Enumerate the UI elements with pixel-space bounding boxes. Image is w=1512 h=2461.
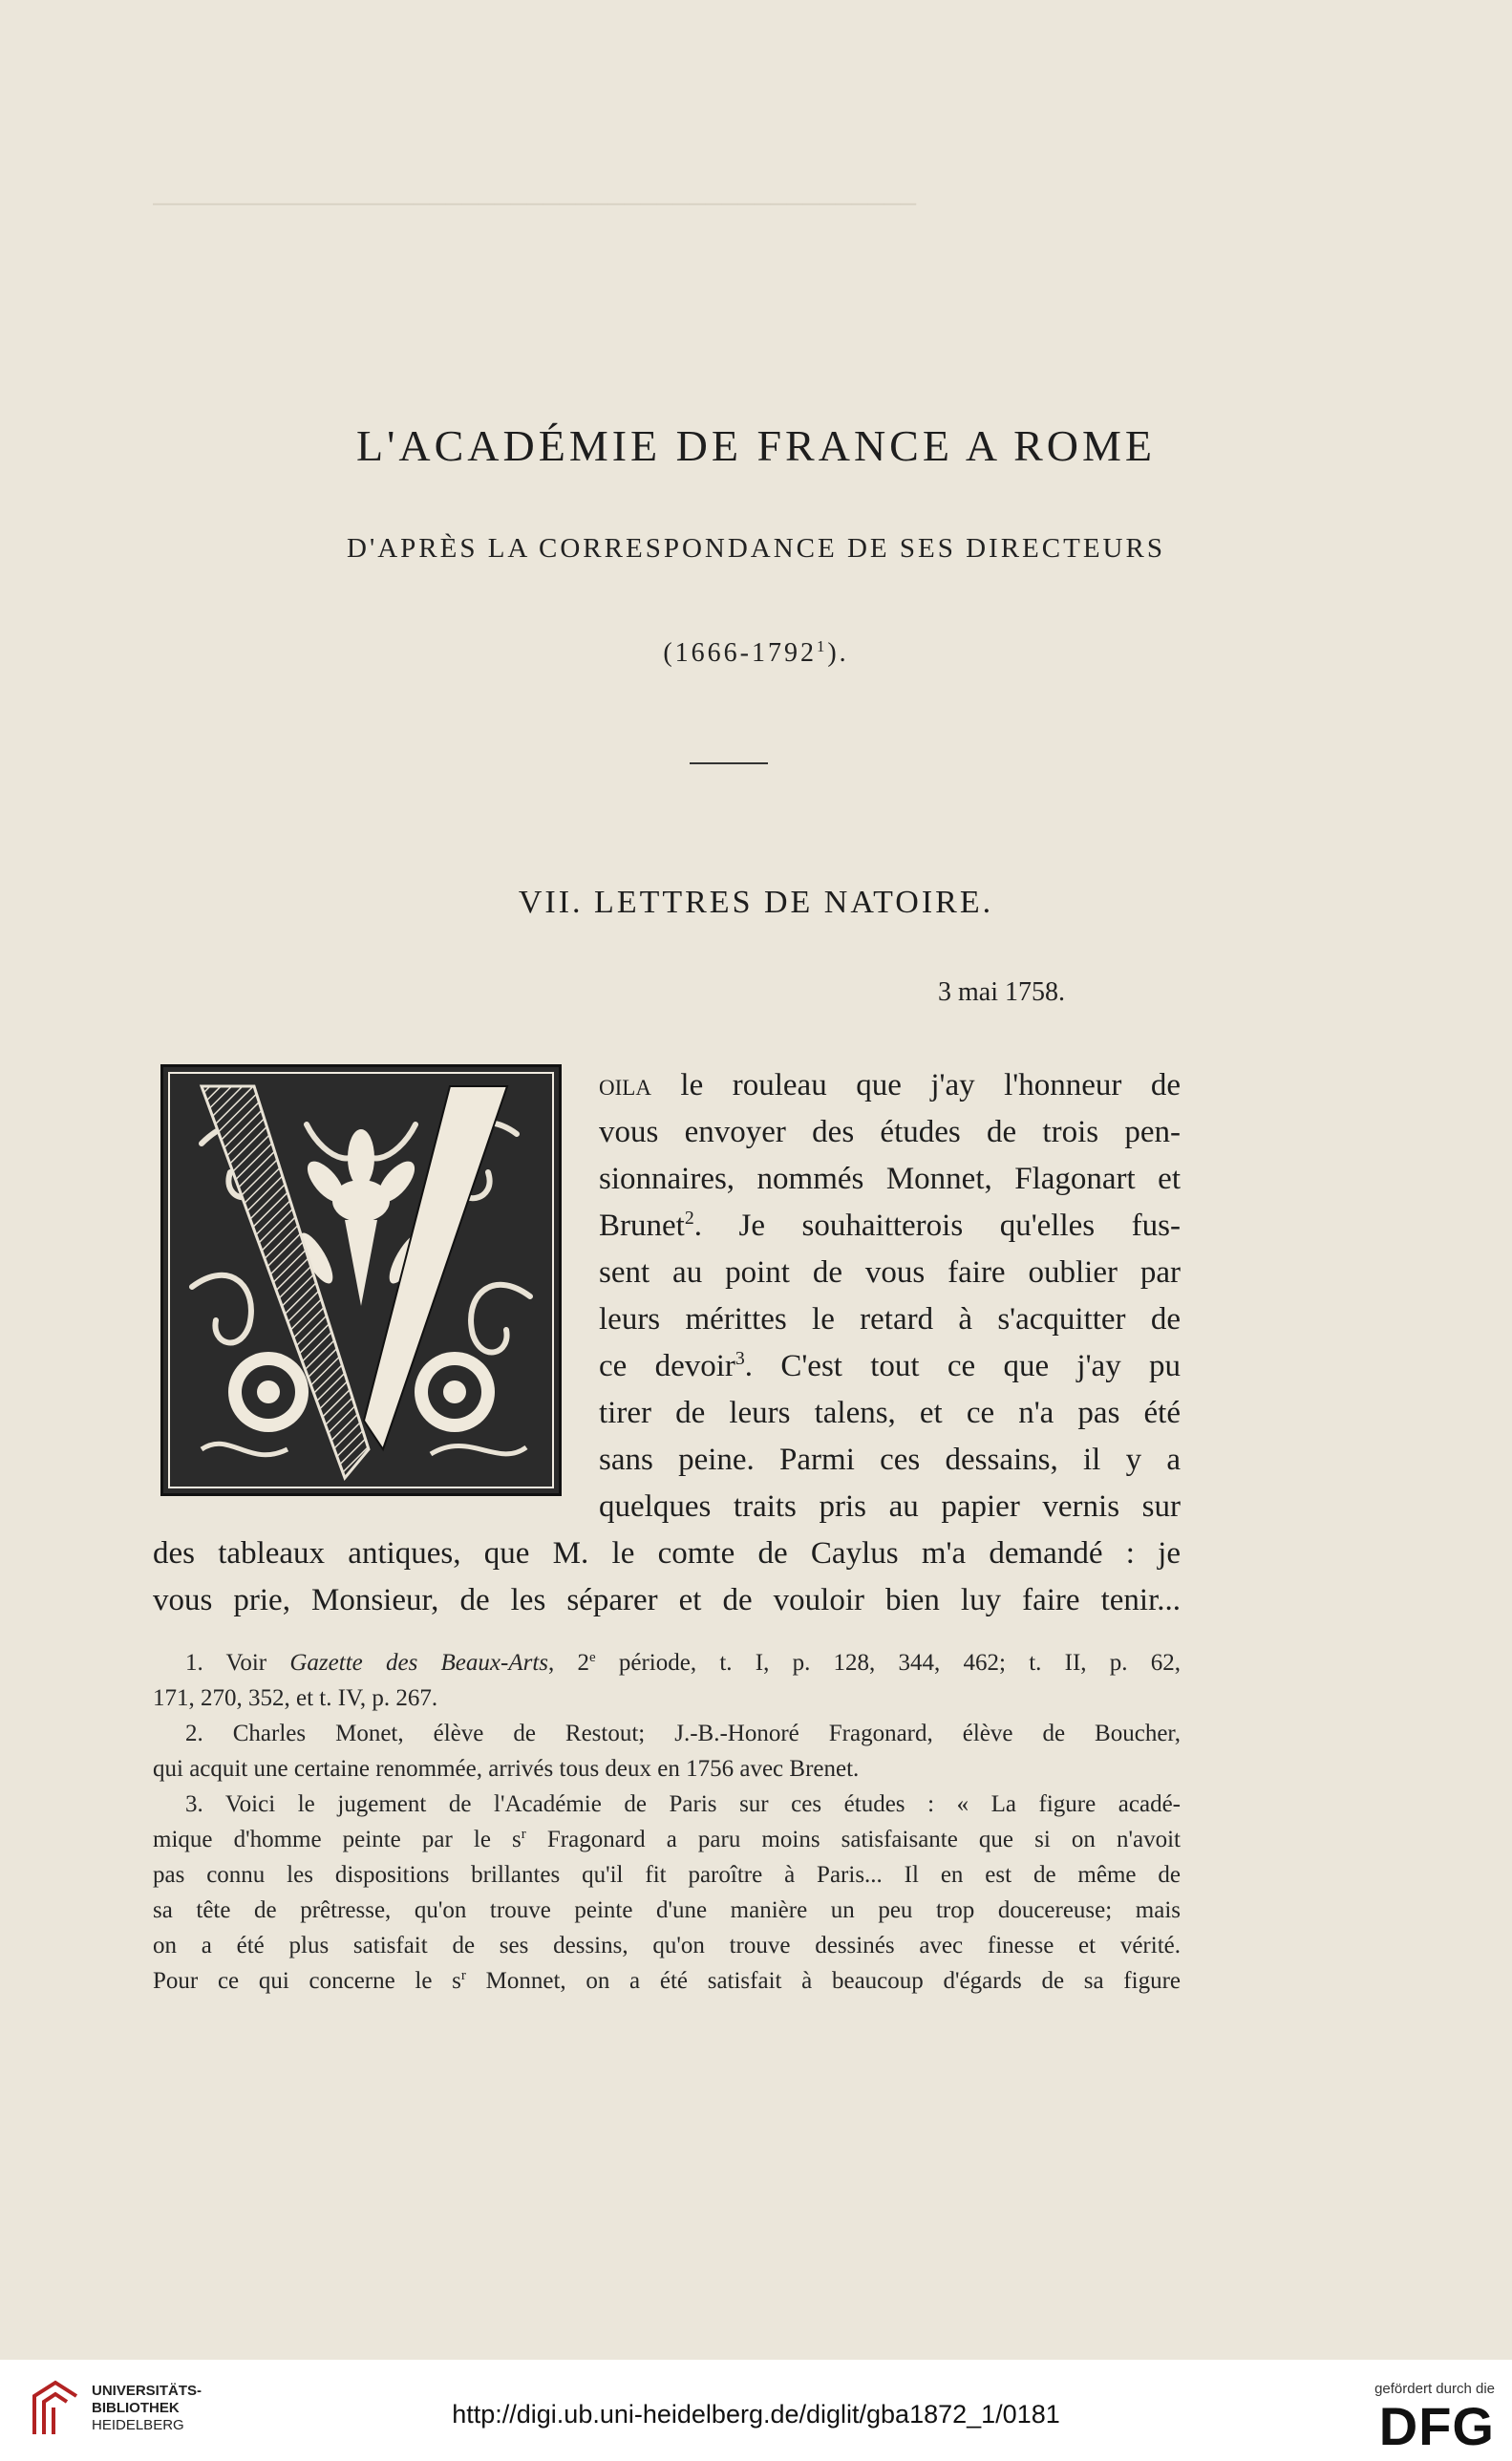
footnote-ref-1: 1 <box>816 636 828 655</box>
footnotes <box>153 1645 1181 1999</box>
body-line: vous prie, Monsieur, de les séparer et de vouloir bien luy faire tenir... <box>153 1583 1181 1617</box>
footnote-3-cont: sa tête de prêtresse, qu'on trouve peinte d'une manière un peu trop doucereuse; mais <box>153 1897 1181 1923</box>
show-through-text: ─────────────────────────────────────────────── <box>153 192 917 217</box>
footnote-2: 2. Charles Monet, élève de Restout; J.-B.-Honoré Fragonard, élève de Boucher, <box>185 1721 1181 1746</box>
body-line: sent au point de vous faire oublier par <box>599 1255 1181 1290</box>
footnote-ref-2: 2 <box>684 1208 694 1230</box>
permalink-url[interactable]: http://digi.ub.uni-heidelberg.de/diglit/gba1872_1/0181 <box>452 2400 1060 2429</box>
body-line: sans peine. Parmi ces dessains, il y a <box>599 1443 1181 1477</box>
funding-caption: gefördert durch die <box>1374 2381 1495 2397</box>
title-rule <box>690 762 768 764</box>
date-range: (1666-1792$^1$). <box>663 636 849 668</box>
body-line: ce devoir$^3$. C'est tout ce que j'ay pu <box>599 1348 1181 1383</box>
article-title: L'ACADÉMIE DE FRANCE A ROME <box>356 421 1156 470</box>
body-line: des tableaux antiques, que M. le comte de Caylus m'a demandé : je <box>153 1536 1181 1571</box>
footnote-3-cont: pas connu les dispositions brillantes qu'il fit paroître à Paris... Il en est de même de <box>153 1862 1181 1888</box>
body-line: sionnaires, nommés Monnet, Flagonart et <box>599 1162 1181 1196</box>
footnote-3: 3. Voici le jugement de l'Académie de Paris sur ces études : « La figure acadé- <box>185 1791 1181 1817</box>
footnote-3-cont: on a été plus satisfait de ses dessins, qu'on trouve dessinés avec finesse et vérité. <box>153 1933 1181 1958</box>
section-heading: VII. LETTRES DE NATOIRE. <box>518 885 994 920</box>
body-line: oila le rouleau que j'ay l'honneur de <box>599 1068 1181 1102</box>
dfg-logo: DFG <box>1378 2396 1495 2456</box>
body-line: Brunet$^2$. Je souhaitterois qu'elles fus- <box>599 1208 1181 1243</box>
library-name: UNIVERSITÄTS- BIBLIOTHEK HEIDELBERG <box>92 2383 202 2433</box>
footnote-3-cont: Pour ce qui concerne le $s^r$ Monnet, on a été satisfait à beaucoup d'égards de sa figure <box>153 1968 1181 1994</box>
footnote-1-cont: 171, 270, 352, et t. IV, p. 267. <box>153 1685 438 1711</box>
footnote-2-cont: qui acquit une certaine renommée, arrivés tous deux en 1756 avec Brenet. <box>153 1756 860 1782</box>
article-subtitle: D'APRÈS LA CORRESPONDANCE DE SES DIRECTEURS <box>347 533 1165 564</box>
footnote-3-cont: mique d'homme peinte par le $s^r$ Fragonard a paru moins satisfaisante que si on n'avoit <box>153 1827 1181 1852</box>
letter-date: 3 mai 1758. <box>938 977 1065 1007</box>
body-line: tirer de leurs talens, et ce n'a pas été <box>599 1396 1181 1430</box>
body-line: vous envoyer des études de trois pen- <box>599 1115 1181 1149</box>
footnote-1: 1. Voir Gazette des Beaux-Arts, 2e période, t. I, p. 128, 344, 462; t. II, p. 62, <box>185 1650 1181 1676</box>
footnote-ref-3: 3 <box>735 1348 745 1370</box>
letter-body <box>153 1062 1181 1624</box>
body-line: quelques traits pris au papier vernis sur <box>599 1489 1181 1524</box>
body-line: leurs mérittes le retard à s'acquitter de <box>599 1302 1181 1337</box>
